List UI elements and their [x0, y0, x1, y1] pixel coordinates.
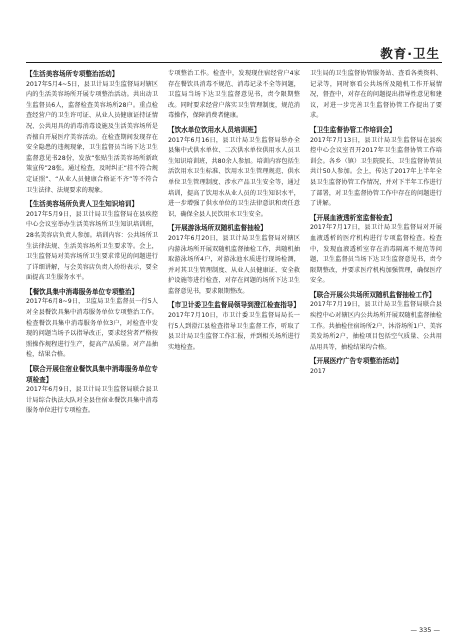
article-body: 2017	[310, 368, 326, 376]
article-heading: 【市卫计委卫生监督局领导到澄江检查指导】	[168, 301, 300, 310]
article-heading: 【卫生监督协管工作培训会】	[310, 125, 396, 134]
section-title: 教育·卫生	[380, 46, 440, 61]
article-body: 2017年5月9日，县卫计局卫生监督局在县疾控中心会议室举办生活美容场所卫生知识培训班，28名美容店负责人参加。培训内容：公共场所卫生法律法规、生活美容场所卫生要求等。会上，卫生监督局对美容场所卫生要求常见的问题进行了详细讲解，与会美容店负责人纷纷表示，要全面提高卫生服务水平。	[26, 210, 158, 282]
article-heading: 【联合开展住宿业餐饮具集中消毒服务单位专项检查】	[26, 365, 158, 384]
article-body: 卫生局的卫生监督协管服务站、查看各类资料、记录等，同时察看公共场所及随机工作开展情况，督查中，对存在的问题提出指导性意见和建议，对进一步完善卫生监督协管工作提出了要求。	[310, 70, 442, 120]
article-body: 2017年7月19日，县卫计局卫生监督局联合县疾控中心对辖区内公共场所开展双随机监督抽检工作。共抽检住宿场所2户、沐浴场所1户、美容美发场所2户，抽检项目包括空气质量、公共用品用具等，抽检结果均合格。	[310, 301, 442, 351]
page-number: — 335 —	[410, 626, 440, 634]
article-body: 2017年7月13日，县卫计局卫生监督局在县疾控中心会议室召开2017年卫生监督协管工作培训会。各乡（镇）卫生院院长、卫生监督协管员共计50人参加。会上，传达了2017年上半年全县卫生监督协管工作情况，并对下半年工作进行了部署，对卫生监督协管工作中存在的问题进行了讲解。	[310, 136, 442, 208]
header-rule	[26, 62, 442, 63]
article-heading: 【生活美容场所专项整治活动】	[26, 70, 119, 78]
article-columns	[26, 69, 442, 614]
article-heading: 【餐饮具集中消毒服务单位专项整治】	[26, 287, 139, 296]
article-body: 2017年6月20日，县卫计局卫生监督局对辖区内游泳场所开展双随机监督抽检工作，共随机抽取游泳场所4户，对游泳池水质进行现场检测，并对其卫生管理制度、从业人员健康证、安全救护设施等进行检查，对存在问题的场所下达卫生监督意见书，要求限期整改。	[168, 234, 300, 295]
column-1	[26, 69, 158, 614]
article-heading: 【开展医疗广告专项整治活动】	[310, 357, 403, 366]
article-body: 2017年7月17日，县卫计局卫生监督局对开展血液透析的医疗机构进行专项监督检查。检查中，发现血液透析室存在消毒隔离不规范等问题，卫生监督员当场下达卫生监督意见书，责令限期整改，并要求医疗机构加强管理，确保医疗安全。	[310, 224, 442, 285]
article-heading: 【开展游泳场所双随机监督抽检】	[168, 224, 267, 233]
article-heading: 【联合开展公共场所双随机监督抽检工作】	[310, 290, 436, 299]
article-heading: 【饮水单位饮用水人员培训班】	[168, 125, 261, 134]
article-body: 2017年6月9日，县卫计局卫生监督局联合县卫计局综合执法大队对全县住宿业餐饮具集中消毒服务单位进行专项检查。	[26, 386, 158, 415]
page-header	[0, 38, 468, 66]
column-2	[168, 69, 300, 614]
column-3	[310, 69, 442, 614]
article-body: 专项整治工作。检查中，发现现住宿经营户4家存在餐饮具消毒不规范、消毒记录不全等问题，卫监局当场下达卫生监督意见书，责令限期整改。同时要求经营户落实卫生管理制度，规范消毒操作，保障消费者健康。	[168, 70, 300, 120]
article-body: 2017年7月10日，市卫计委卫生监督局局长一行5人到澄江县检查指导卫生监督工作，听取了县卫计局卫生监督工作汇报，并到相关场所进行实地检查。	[168, 312, 300, 351]
article-body: 2017年6月16日，县卫计局卫生监督局举办全县集中式供水单位、二次供水单位供用水人员卫生知识培训班，共80余人参加。培训内容包括生活饮用水卫生标准、饮用水卫生管理规范、供水单位卫生管理制度、涉水产品卫生安全等，通过培训，提高了饮用水从业人员的卫生知识水平，进一步增强了供水单位的卫生法律意识和责任意识，确保全县人民饮用水卫生安全。	[168, 136, 300, 218]
article-heading: 【生活美容场所负责人卫生知识培训】	[26, 200, 139, 209]
article-body: 2017年5月4~5日，县卫计局卫生监督局对辖区内的生活美容场所开展专项整治活动。共出动卫生监督员6人，监督检查美容场所28户。重点检查经营户的卫生许可证、从业人员健康证持证情况、公共用具的消毒消毒设施及生活美容场所是否擅自开展医疗美容活动。在检查期间发现存在安全隐患的违规现象，卫生监督员当场下达卫生监督意见书28份，发放“张贴生活美容场所新政策宣传”28张。通过检查，及时纠正“挂不符合规定证照”、“从业人员健康合格证不齐”等不符合卫生法律、法规要求的现象。	[26, 80, 158, 194]
article-heading: 【开展血液透析室监督检查】	[310, 213, 396, 222]
article-body: 2017年6月8~9日，卫监局卫生监督员一行5人对全县餐饮具集中消毒服务单位专项整治工作。检查餐饮具集中消毒服务单位3户，对检查中发现的问题当场予以指导改正，要求经营者严格按照操作规程进行生产，提高产品质量。对产品抽检，结果合格。	[26, 298, 158, 359]
